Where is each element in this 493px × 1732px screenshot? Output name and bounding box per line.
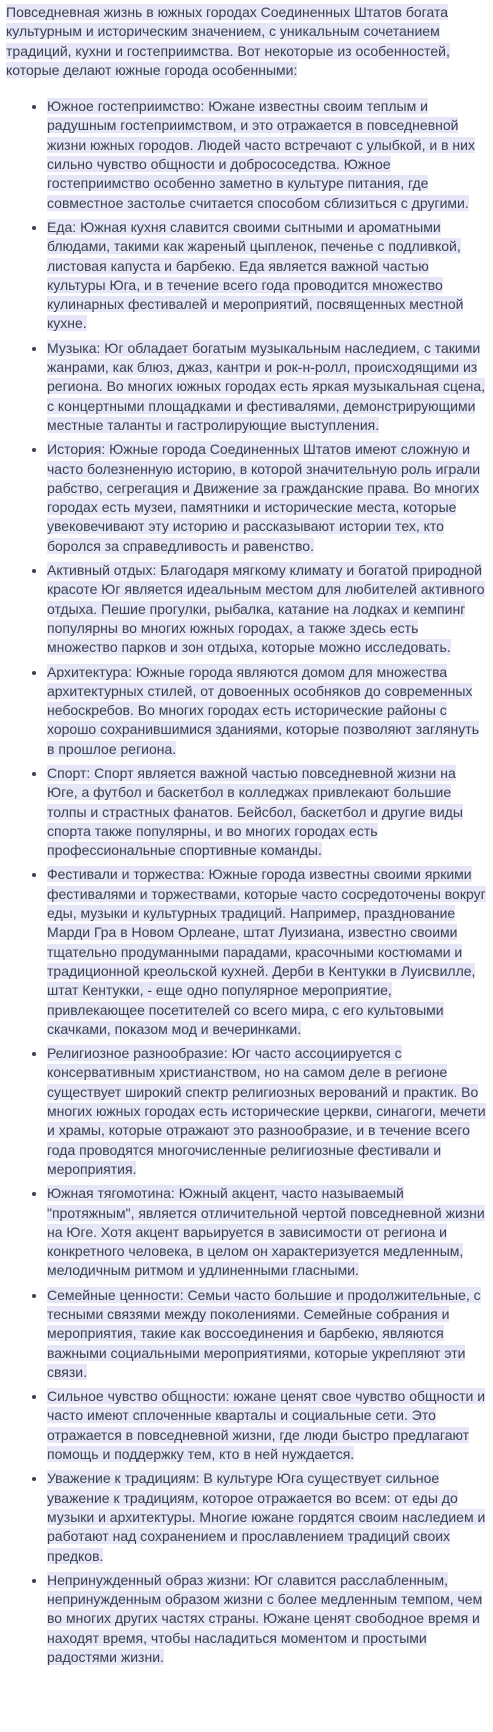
list-item: • Еда: Южная кухня славится своими сытными и ароматными блюдами, такими как жареный цыпленок, печенье с подливкой, листовая капуста и барбекю. Еда является важной частью культуры Юга, и в течение всего года проводится множество кулинарных фестивалей и мероприятий, посвященных местной кухне. — [47, 218, 487, 334]
list-item: • Уважение к традициям: В культуре Юга существует сильное уважение к традициям, которое отражается во всем: от еды до музыки и архитектуры. Многие южане гордятся своим наследием и работают над сохранением и прославлением традиций своих предков. — [47, 1469, 487, 1565]
list-item: • Сильное чувство общности: южане ценят свое чувство общности и часто имеют сплоченные кварталы и социальные сети. Это отражается в повседневной жизни, где люди быстро предлагают помощь и поддержку тем, кто в ней нуждается. — [47, 1387, 487, 1464]
list-item: • Религиозное разнообразие: Юг часто ассоциируется с консервативным христианством, но на самом деле в регионе существует широкий спектр религиозных верований и практик. Во многих южных городах есть исторические церкви, синагоги, мечети и храмы, которые отражают это разнообразие, и в течение всего года проводятся многочисленные религиозные фестивали и мероприятия. — [47, 1044, 487, 1179]
list-item: • Архитектура: Южные города являются домом для множества архитектурных стилей, от довоенных особняков до современных небоскребов. Во многих городах есть исторические районы с хорошо сохранившимися зданиями, которые позволяют заглянуть в прошлое региона. — [47, 663, 487, 759]
list-item: • Фестивали и торжества: Южные города известны своими яркими фестивалями и торжествами, которые часто сосредоточены вокруг еды, музыки и культурных традиций. Например, празднование Марди Гра в Новом Орлеане, штат Луизиана, известно своими тщательно продуманными парадами, красочными костюмами и традиционной креольской кухней. Дерби в Кентукки в Луисвилле, штат Кентукки, - еще одно популярное мероприятие, привлекающее посетителей со всего мира, с его культовыми скачками, показом мод и вечеринками. — [47, 865, 487, 1039]
list-item: • Семейные ценности: Семьи часто большие и продолжительные, с тесными связями между поколениями. Семейные собрания и мероприятия, такие как воссоединения и барбекю, являются важными социальными мероприятиями, которые укрепляют эти связи. — [47, 1286, 487, 1382]
list-item: • Южная тягомотина: Южный акцент, часто называемый "протяжным", является отличительной чертой повседневной жизни на Юге. Хотя акцент варьируется в зависимости от региона и конкретного человека, в целом он характеризуется медленным, мелодичным ритмом и удлиненными гласными. — [47, 1184, 487, 1280]
intro-paragraph — [6, 3, 487, 80]
list-item: • История: Южные города Соединенных Штатов имеют сложную и часто болезненную историю, в которой значительную роль играли рабство, сегрегация и Движение за гражданские права. Во многих городах есть музеи, памятники и исторические места, которые увековечивают эту историю и рассказывают истории тех, кто боролся за справедливость и равенство. — [47, 440, 487, 556]
intro-text: Повседневная жизнь в южных городах Соединенных Штатов богата культурным и историческим значением, с уникальным сочетанием традиций, кухни и гостеприимства. Вот некоторые из особенностей, которые делают южные города особенными: — [6, 4, 450, 78]
bullet-list — [6, 97, 487, 1667]
list-item: • Музыка: Юг обладает богатым музыкальным наследием, с такими жанрами, как блюз, джаз, кантри и рок-н-ролл, происходящими из региона. Во многих южных городах есть яркая музыкальная сцена, с концертными площадками и фестивалями, демонстрирующими местные таланты и гастролирующие выступления. — [47, 339, 487, 435]
list-item: • Спорт: Спорт является важной частью повседневной жизни на Юге, а футбол и баскетбол в колледжах привлекают большие толпы и страстных фанатов. Бейсбол, баскетбол и другие виды спорта также популярны, и во многих городах есть профессиональные спортивные команды. — [47, 764, 487, 860]
list-item: • Южное гостеприимство: Южане известны своим теплым и радушным гостеприимством, и это отражается в повседневной жизни южных городов. Людей часто встречают с улыбкой, и в них сильно чувство общности и добрососедства. Южное гостеприимство особенно заметно в культуре питания, где совместное застолье считается способом сблизиться с другими. — [47, 97, 487, 213]
list-item: • Непринужденный образ жизни: Юг славится расслабленным, непринужденным образом жизни с более медленным темпом, чем во многих других частях страны. Южане ценят свободное время и находят время, чтобы насладиться моментом и простыми радостями жизни. — [47, 1571, 487, 1667]
list-item: • Активный отдых: Благодаря мягкому климату и богатой природной красоте Юг является идеальным местом для любителей активного отдыха. Пешие прогулки, рыбалка, катание на лодках и кемпинг популярны во многих южных городах, а также здесь есть множество парков и зон отдыха, которые можно исследовать. — [47, 561, 487, 657]
